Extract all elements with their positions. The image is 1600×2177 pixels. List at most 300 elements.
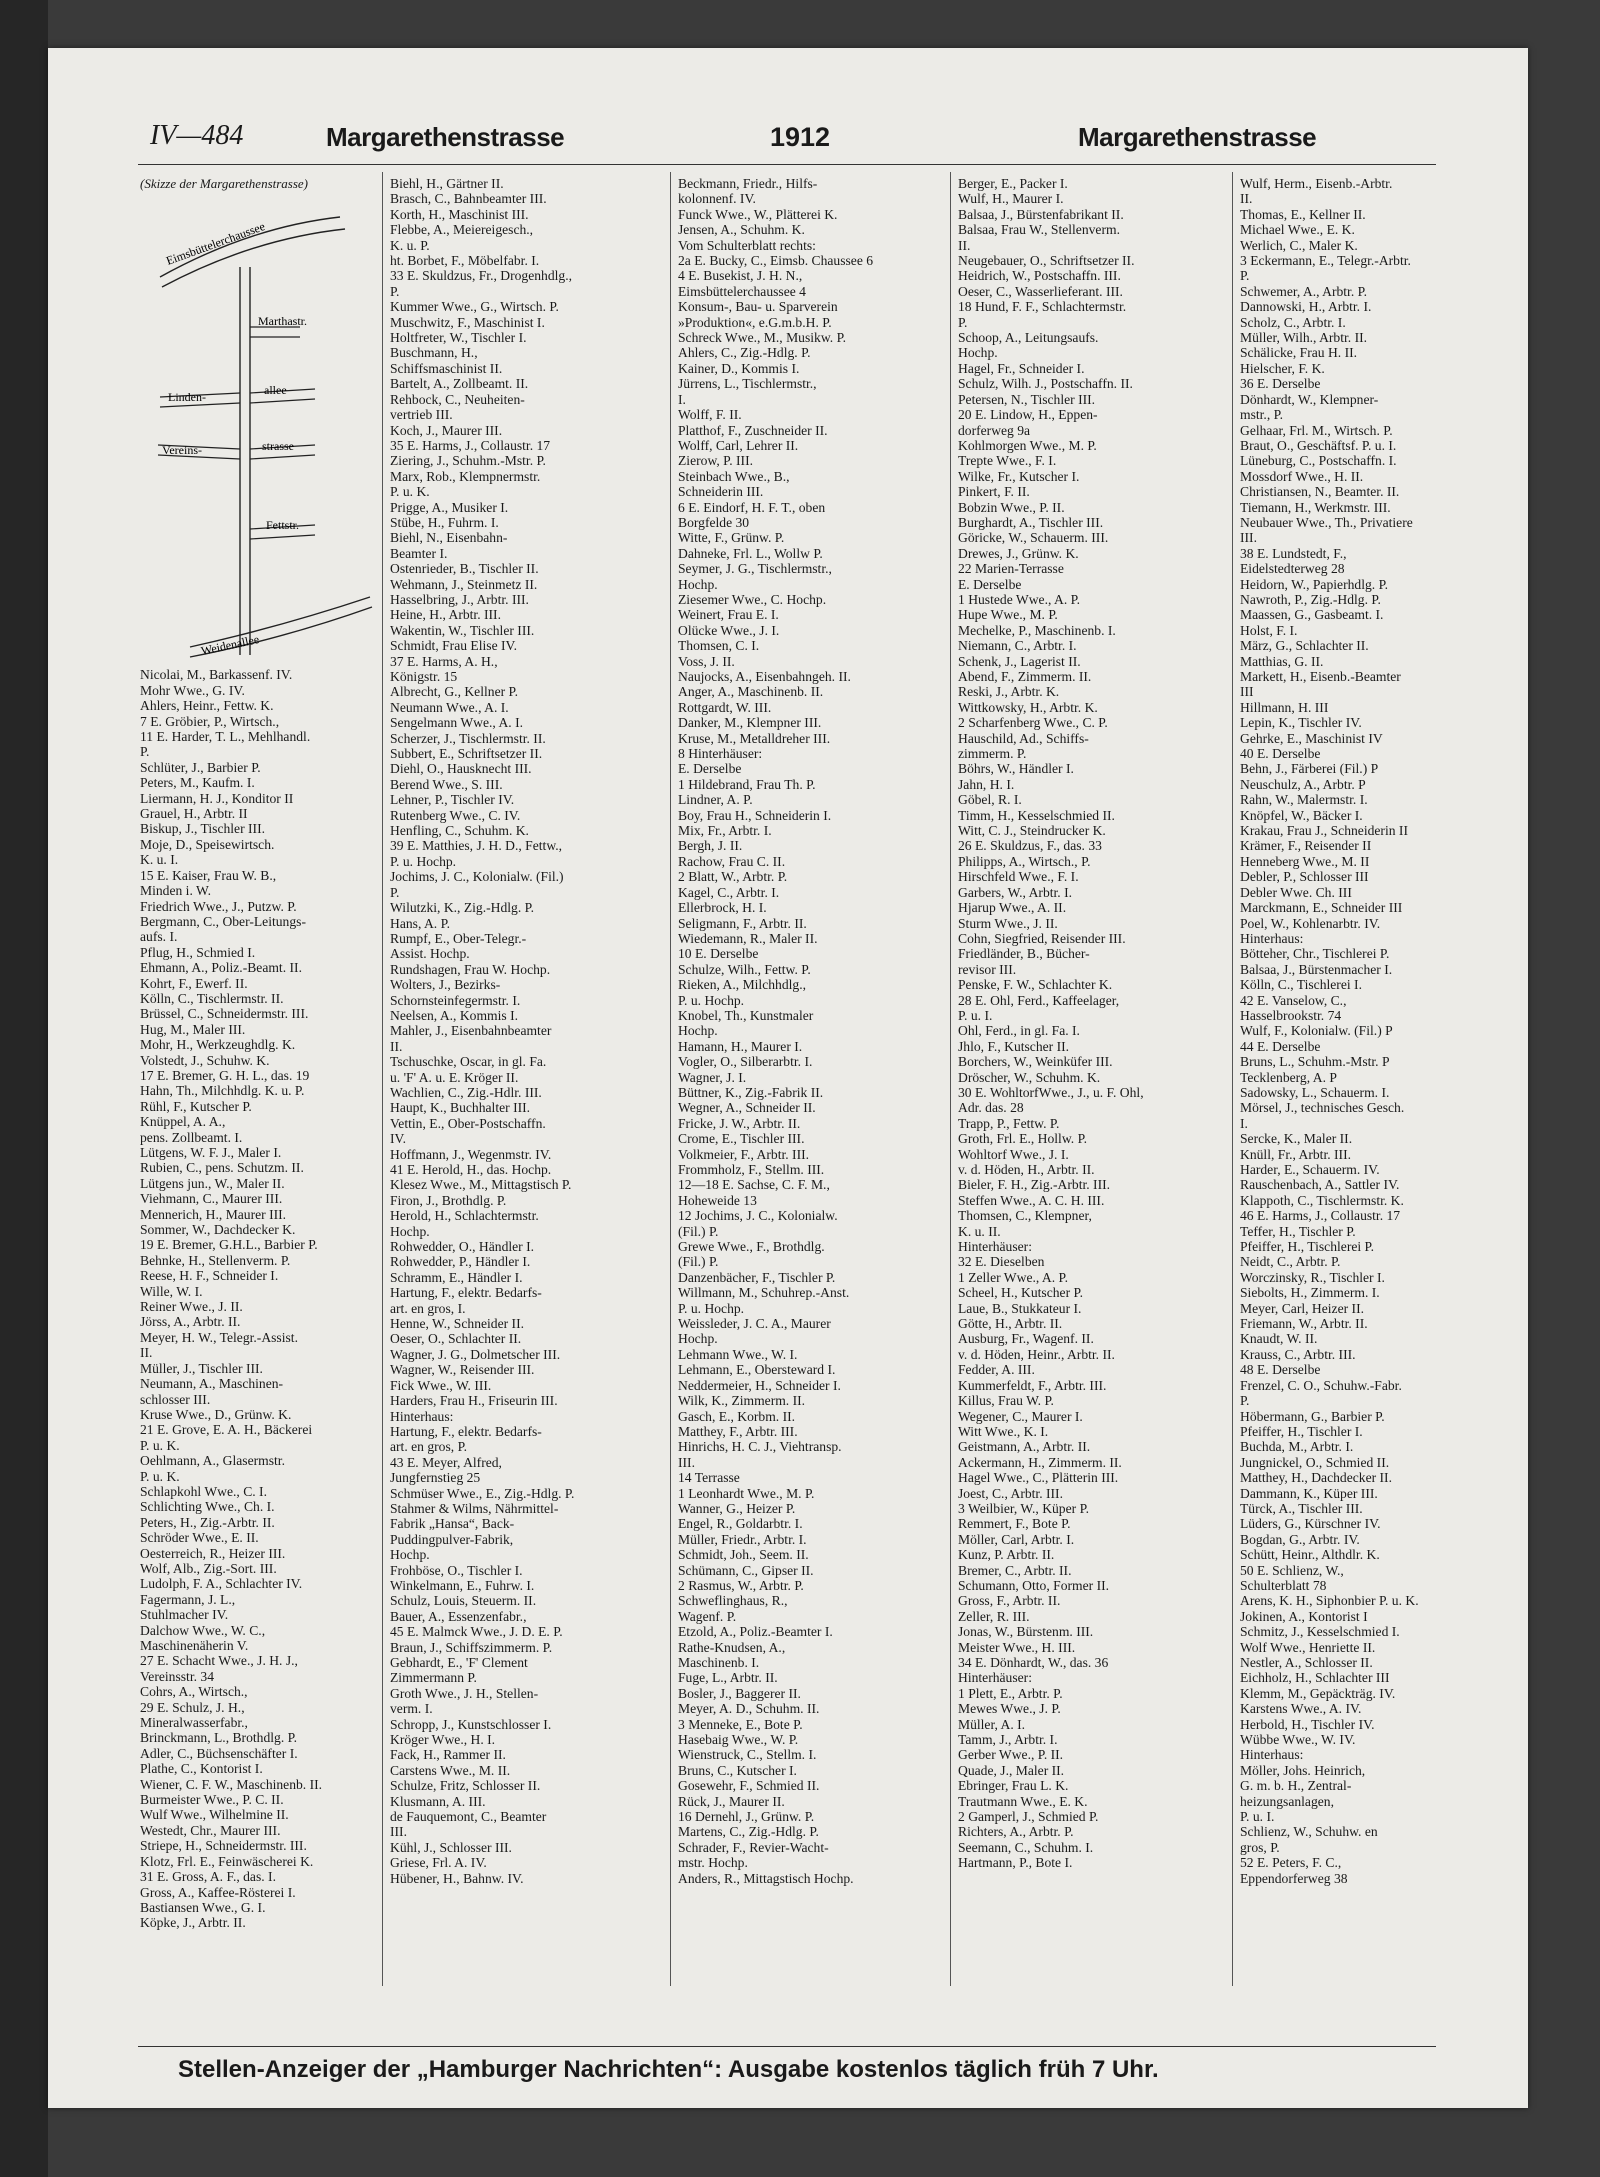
column-2-lines bbox=[390, 176, 666, 1886]
directory-entry: Debler, P., Schlosser III bbox=[1240, 869, 1369, 885]
directory-entry: Mechelke, P., Maschinenb. I. bbox=[958, 622, 1116, 638]
directory-entry: Hans, A. P. bbox=[390, 915, 451, 931]
directory-entry: Schmidt, Joh., Seem. II. bbox=[678, 1547, 809, 1563]
directory-entry: Borchers, W., Weinküfer III. bbox=[958, 1054, 1113, 1070]
directory-entry: Rundshagen, Frau W. Hochp. bbox=[390, 961, 551, 977]
directory-entry: Hochp. bbox=[678, 1023, 718, 1039]
directory-entry: Sadowsky, L., Schauerm. I. bbox=[1240, 1084, 1390, 1100]
directory-entry: Marx, Rob., Klempnermstr. bbox=[390, 468, 541, 484]
directory-entry: Grauel, H., Arbtr. II bbox=[140, 806, 248, 822]
directory-entry: Wolff, F. II. bbox=[678, 407, 742, 423]
directory-entry: Hoheweide 13 bbox=[678, 1192, 757, 1208]
directory-entry: Dammann, K., Küper III. bbox=[1240, 1485, 1378, 1501]
directory-entry: Willmann, M., Schuhrep.-Anst. bbox=[678, 1285, 850, 1301]
directory-entry: Griese, Frl. A. IV. bbox=[390, 1855, 487, 1871]
directory-entry: Jochims, J. C., Kolonialw. (Fil.) bbox=[390, 869, 564, 885]
directory-entry: Ahlers, Heinr., Fettw. K. bbox=[140, 698, 274, 714]
directory-entry: III. bbox=[1240, 530, 1257, 546]
directory-entry: Neidt, C., Arbtr. P. bbox=[1240, 1254, 1341, 1270]
directory-entry: Herbold, H., Tischler IV. bbox=[1240, 1716, 1375, 1732]
directory-entry: Meister Wwe., H. III. bbox=[958, 1639, 1076, 1655]
directory-entry: 14 Terrasse bbox=[678, 1470, 740, 1486]
directory-entry: Bergh, J. II. bbox=[678, 838, 743, 854]
directory-entry: Ziesemer Wwe., C. Hochp. bbox=[678, 591, 827, 607]
page-header bbox=[48, 120, 1528, 160]
directory-entry: Zeller, R. III. bbox=[958, 1608, 1030, 1624]
directory-entry: Eppendorferweg 38 bbox=[1240, 1870, 1348, 1886]
directory-entry: Krauss, C., Arbtr. III. bbox=[1240, 1346, 1356, 1362]
directory-entry: revisor III. bbox=[958, 961, 1017, 977]
directory-entry: Heidorn, W., Papierhdlg. P. bbox=[1240, 576, 1389, 592]
directory-entry: Trapp, P., Fettw. P. bbox=[958, 1115, 1060, 1131]
directory-entry: 2 Scharfenberg Wwe., C. P. bbox=[958, 715, 1108, 731]
directory-entry: Rohwedder, P., Händler I. bbox=[390, 1254, 531, 1270]
directory-entry: mstr. Hochp. bbox=[678, 1855, 748, 1871]
directory-entry: Fuge, L., Arbtr. II. bbox=[678, 1670, 778, 1686]
directory-entry: Klesez Wwe., M., Mittagstisch P. bbox=[390, 1177, 572, 1193]
header-rule bbox=[138, 164, 1436, 165]
column-5-lines bbox=[1240, 176, 1470, 1886]
directory-entry: Maassen, G., Gasbeamt. I. bbox=[1240, 607, 1384, 623]
directory-entry: aufs. I. bbox=[140, 929, 178, 945]
directory-entry: Neumann Wwe., A. I. bbox=[390, 699, 509, 715]
directory-entry: Müller, J., Tischler III. bbox=[140, 1360, 263, 1376]
directory-entry: Winkelmann, E., Fuhrw. I. bbox=[390, 1577, 535, 1593]
directory-entry: Korth, H., Maschinist III. bbox=[390, 206, 529, 222]
directory-entry: Wille, W. I. bbox=[140, 1283, 203, 1299]
directory-entry: Michael Wwe., E. K. bbox=[1240, 222, 1355, 238]
directory-entry: Weinert, Frau E. I. bbox=[678, 607, 779, 623]
directory-entry: Stuhlmacher IV. bbox=[140, 1607, 229, 1623]
directory-entry: Neumann, A., Maschinen- bbox=[140, 1376, 284, 1392]
directory-entry: Konsum-, Bau- u. Sparverein bbox=[678, 299, 838, 315]
directory-entry: Hug, M., Maler III. bbox=[140, 1021, 246, 1037]
directory-entry: Neuschulz, A., Arbtr. P bbox=[1240, 776, 1366, 792]
directory-entry: 7 E. Gröbier, P., Wirtsch., bbox=[140, 713, 280, 729]
directory-entry: Drewes, J., Grünw. K. bbox=[958, 545, 1079, 561]
directory-entry: Ellerbrock, H. I. bbox=[678, 900, 767, 916]
directory-entry: Tiemann, H., Werkmstr. III. bbox=[1240, 499, 1391, 515]
directory-entry: Wolf, Alb., Zig.-Sort. III. bbox=[140, 1560, 277, 1576]
directory-entry: Diehl, O., Hausknecht III. bbox=[390, 761, 532, 777]
directory-entry: Seymer, J. G., Tischlermstr., bbox=[678, 561, 832, 577]
directory-entry: Volstedt, J., Schuhw. K. bbox=[140, 1052, 270, 1068]
directory-entry: Wulf Wwe., Wilhelmine II. bbox=[140, 1807, 289, 1823]
directory-entry: Mossdorf Wwe., H. II. bbox=[1240, 468, 1364, 484]
directory-entry: gros, P. bbox=[1240, 1839, 1280, 1855]
directory-entry: Meyer, H. W., Telegr.-Assist. bbox=[140, 1329, 298, 1345]
directory-entry: Eidelstedterweg 28 bbox=[1240, 561, 1345, 577]
directory-entry: Subbert, E., Schriftsetzer II. bbox=[390, 746, 543, 762]
directory-entry: Wanner, G., Heizer P. bbox=[678, 1500, 796, 1516]
directory-entry: Oeser, O., Schlachter II. bbox=[390, 1331, 522, 1347]
directory-entry: Bergmann, C., Ober-Leitungs- bbox=[140, 913, 306, 929]
directory-entry: Schrader, F., Revier-Wacht- bbox=[678, 1839, 829, 1855]
directory-entry: Laue, B., Stukkateur I. bbox=[958, 1300, 1082, 1316]
directory-entry: 12 Jochims, J. C., Kolonialw. bbox=[678, 1208, 838, 1224]
directory-entry: Hochp. bbox=[390, 1547, 430, 1563]
directory-entry: Volkmeier, F., Arbtr. III. bbox=[678, 1146, 810, 1162]
directory-entry: März, G., Schlachter II. bbox=[1240, 638, 1369, 654]
directory-entry: Schröder Wwe., E. II. bbox=[140, 1530, 259, 1546]
label-weidenallee: Weidenallee bbox=[199, 632, 261, 659]
directory-entry: Jungnickel, O., Schmied II. bbox=[1240, 1454, 1390, 1470]
directory-entry: Wulf, F., Kolonialw. (Fil.) P bbox=[1240, 1023, 1393, 1039]
directory-entry: Adr. das. 28 bbox=[958, 1100, 1024, 1116]
directory-entry: Boy, Frau H., Schneiderin I. bbox=[678, 807, 832, 823]
directory-entry: Wolters, J., Bezirks- bbox=[390, 977, 501, 993]
directory-entry: Heidrich, W., Postschaffn. III. bbox=[958, 268, 1121, 284]
directory-entry: Schlüter, J., Barbier P. bbox=[140, 759, 261, 775]
directory-entry: Thomsen, C. I. bbox=[678, 638, 760, 654]
directory-entry: Penske, F. W., Schlachter K. bbox=[958, 977, 1113, 993]
page-number: IV—484 bbox=[150, 120, 244, 151]
directory-entry: Vom Schulterblatt rechts: bbox=[678, 237, 816, 253]
directory-entry: ht. Borbet, F., Möbelfabr. I. bbox=[390, 253, 540, 269]
label-marthastr: Marthastr. bbox=[258, 314, 307, 329]
directory-entry: Sturm Wwe., J. II. bbox=[958, 915, 1058, 931]
directory-entry: 32 E. Dieselben bbox=[958, 1254, 1045, 1270]
directory-entry: Stahmer & Wilms, Nährmittel- bbox=[390, 1500, 559, 1516]
directory-entry: Herold, H., Schlachtermstr. bbox=[390, 1208, 539, 1224]
directory-entry: Joest, C., Arbtr. III. bbox=[958, 1485, 1063, 1501]
directory-entry: Klemm, M., Gepäckträg. IV. bbox=[1240, 1685, 1396, 1701]
directory-entry: 10 E. Derselbe bbox=[678, 946, 759, 962]
directory-entry: Kruse Wwe., D., Grünw. K. bbox=[140, 1406, 292, 1422]
directory-entry: Maschinenb. I. bbox=[678, 1655, 760, 1670]
directory-entry: Behn, J., Färberei (Fil.) P bbox=[1240, 761, 1379, 777]
directory-entry: Ludolph, F. A., Schlachter IV. bbox=[140, 1576, 303, 1592]
directory-entry: 1 Hustede Wwe., A. P. bbox=[958, 591, 1081, 607]
directory-entry: Arens, K. H., Siphonbier P. u. K. bbox=[1240, 1593, 1419, 1609]
directory-entry: Remmert, F., Bote P. bbox=[958, 1516, 1071, 1532]
directory-entry: II. bbox=[1240, 191, 1253, 207]
directory-entry: Burghardt, A., Tischler III. bbox=[958, 514, 1104, 530]
directory-entry: Schütt, Heinr., Althdlr. K. bbox=[1240, 1547, 1380, 1563]
directory-entry: Frenzel, C. O., Schuhw.-Fabr. bbox=[1240, 1377, 1402, 1393]
directory-entry: Böhrs, W., Händler I. bbox=[958, 761, 1074, 777]
directory-entry: Henneberg Wwe., M. II bbox=[1240, 853, 1370, 869]
directory-entry: Götte, H., Arbtr. II. bbox=[958, 1316, 1063, 1332]
directory-entry: Anger, A., Maschinenb. II. bbox=[678, 684, 824, 700]
directory-entry: Mohr, H., Werkzeughdlg. K. bbox=[140, 1037, 296, 1053]
directory-entry: Puddingpulver-Fabrik, bbox=[390, 1531, 514, 1547]
column-divider bbox=[670, 172, 671, 1986]
directory-entry: Knüppel, A. A., bbox=[140, 1114, 226, 1130]
label-fettstr: Fettstr. bbox=[266, 518, 300, 533]
directory-entry: Hinterhaus: bbox=[1240, 1747, 1304, 1763]
directory-entry: Rathe-Knudsen, A., bbox=[678, 1639, 786, 1655]
column-1-lines bbox=[140, 667, 378, 1930]
directory-entry: Nicolai, M., Barkassenf. IV. bbox=[140, 667, 293, 683]
directory-entry: Tschuschke, Oscar, in gl. Fa. bbox=[390, 1054, 547, 1070]
directory-entry: Seemann, C., Schuhm. I. bbox=[958, 1839, 1094, 1855]
directory-entry: Henfling, C., Schuhm. K. bbox=[390, 823, 529, 839]
directory-entry: I. bbox=[678, 391, 686, 407]
directory-entry: Schoop, A., Leitungsaufs. bbox=[958, 330, 1099, 346]
directory-entry: Henne, W., Schneider II. bbox=[390, 1316, 525, 1332]
directory-entry: Heine, H., Arbtr. III. bbox=[390, 607, 501, 623]
directory-entry: 3 Weilbier, W., Küper P. bbox=[958, 1500, 1090, 1516]
directory-entry: Danker, M., Klempner III. bbox=[678, 715, 822, 731]
directory-entry: G. m. b. H., Zentral- bbox=[1240, 1778, 1352, 1794]
directory-entry: P. u. K. bbox=[140, 1437, 180, 1453]
directory-entry: Kummer Wwe., G., Wirtsch. P. bbox=[390, 299, 559, 315]
directory-entry: Lüders, G., Kürschner IV. bbox=[1240, 1516, 1381, 1532]
directory-entry: Hahn, Th., Milchhdlg. K. u. P. bbox=[140, 1083, 305, 1099]
directory-entry: Kagel, C., Arbtr. I. bbox=[678, 884, 780, 900]
directory-entry: Jürrens, L., Tischlermstr., bbox=[678, 376, 817, 392]
directory-entry: Müller, Friedr., Arbtr. I. bbox=[678, 1531, 807, 1547]
directory-entry: Abend, F., Zimmerm. II. bbox=[958, 669, 1092, 684]
directory-entry: P. u. I. bbox=[1240, 1809, 1275, 1825]
directory-entry: 41 E. Herold, H., das. Hochp. bbox=[390, 1162, 552, 1177]
directory-entry: Scheel, H., Kutscher P. bbox=[958, 1285, 1083, 1301]
directory-entry: Pfeiffer, H., Tischlerei P. bbox=[1240, 1239, 1375, 1255]
directory-entry: art. en gros, P. bbox=[390, 1439, 468, 1455]
directory-entry: Schumann, Otto, Former II. bbox=[958, 1577, 1110, 1593]
directory-entry: Wiedemann, R., Maler II. bbox=[678, 930, 818, 946]
directory-entry: Westedt, Chr., Maurer III. bbox=[140, 1822, 281, 1838]
directory-entry: Vettin, E., Ober-Postschaffn. bbox=[390, 1115, 546, 1131]
directory-entry: u. 'F' A. u. E. Kröger II. bbox=[390, 1069, 519, 1085]
directory-entry: Rühl, F., Kutscher P. bbox=[140, 1098, 252, 1114]
directory-entry: Balsaa, J., Bürstenfabrikant II. bbox=[958, 206, 1124, 222]
directory-entry: Killus, Frau W. P. bbox=[958, 1393, 1054, 1409]
directory-entry: Hamann, H., Maurer I. bbox=[678, 1038, 803, 1054]
directory-entry: Hochp. bbox=[390, 1223, 430, 1239]
directory-entry: Oesterreich, R., Heizer III. bbox=[140, 1545, 286, 1561]
directory-entry: Meyer, A. D., Schuhm. II. bbox=[678, 1701, 820, 1717]
directory-entry: Matthey, F., Arbtr. III. bbox=[678, 1423, 798, 1439]
directory-entry: Beamter I. bbox=[390, 545, 448, 561]
directory-entry: art. en gros, I. bbox=[390, 1300, 466, 1316]
directory-entry: 50 E. Schlienz, W., bbox=[1240, 1562, 1344, 1578]
street-sketch-map bbox=[140, 197, 378, 667]
directory-entry: Reese, H. F., Schneider I. bbox=[140, 1268, 279, 1284]
directory-entry: Knobel, Th., Kunstmaler bbox=[678, 1007, 814, 1023]
directory-entry: Lepin, K., Tischler IV. bbox=[1240, 715, 1362, 731]
directory-entry: Jokinen, A., Kontorist I bbox=[1240, 1608, 1368, 1624]
directory-entry: heizungsanlagen, bbox=[1240, 1793, 1334, 1809]
directory-entry: Peters, M., Kaufm. I. bbox=[140, 775, 255, 791]
directory-entry: P. bbox=[1240, 268, 1250, 284]
directory-entry: Carstens Wwe., M. II. bbox=[390, 1762, 511, 1778]
directory-entry: Dönhardt, W., Klempner- bbox=[1240, 391, 1379, 407]
directory-entry: mstr., P. bbox=[1240, 407, 1284, 423]
directory-entry: Gasch, E., Korbm. II. bbox=[678, 1408, 796, 1424]
directory-entry: Rohwedder, O., Händler I. bbox=[390, 1239, 535, 1255]
directory-entry: Kummerfeldt, F., Arbtr. III. bbox=[958, 1377, 1107, 1393]
directory-entry: P. bbox=[958, 314, 968, 330]
directory-entry: Anders, R., Mittagstisch Hochp. bbox=[678, 1870, 854, 1886]
directory-entry: Maschinenäherin V. bbox=[140, 1638, 249, 1653]
directory-entry: Weissleder, J. C. A., Maurer bbox=[678, 1316, 831, 1332]
label-allee: allee bbox=[264, 383, 287, 398]
directory-entry: IV. bbox=[390, 1131, 406, 1147]
directory-entry: P. u. K. bbox=[390, 484, 430, 500]
directory-entry: Mahler, J., Eisenbahnbeamter bbox=[390, 1023, 552, 1039]
directory-entry: dorferweg 9a bbox=[958, 422, 1031, 438]
directory-entry: P. u. K. bbox=[140, 1468, 180, 1484]
directory-entry: P. u. Hochp. bbox=[390, 853, 457, 869]
directory-entry: Lütgens, W. F. J., Maler I. bbox=[140, 1145, 282, 1160]
street-title-right: Margarethenstrasse bbox=[1078, 122, 1317, 152]
directory-entry: 30 E. WohltorfWwe., J., u. F. Ohl, bbox=[958, 1084, 1144, 1100]
directory-entry: Thomsen, C., Klempner, bbox=[958, 1208, 1092, 1224]
directory-entry: Bruns, L., Schuhm.-Mstr. P bbox=[1240, 1054, 1390, 1070]
directory-entry: Schreck Wwe., M., Musikw. P. bbox=[678, 330, 847, 346]
directory-entry: Debler Wwe. Ch. III bbox=[1240, 884, 1352, 900]
directory-entry: Hartmann, P., Bote I. bbox=[958, 1855, 1073, 1871]
directory-entry: Berend Wwe., S. III. bbox=[390, 776, 503, 792]
directory-entry: Harders, Frau H., Friseurin III. bbox=[390, 1393, 558, 1409]
directory-entry: Zimmermann P. bbox=[390, 1670, 477, 1686]
directory-entry: 12—18 E. Sachse, C. F. M., bbox=[678, 1177, 830, 1193]
directory-entry: Wolf Wwe., Henriette II. bbox=[1240, 1639, 1376, 1655]
directory-entry: Karstens Wwe., A. IV. bbox=[1240, 1701, 1362, 1717]
directory-entry: Hoffmann, J., Wegenmstr. IV. bbox=[390, 1146, 552, 1162]
directory-entry: Hinterhaus: bbox=[390, 1408, 454, 1424]
directory-entry: Quade, J., Maler II. bbox=[958, 1762, 1065, 1778]
scan-background bbox=[0, 0, 48, 2177]
directory-entry: Moje, D., Speisewirtsch. bbox=[140, 836, 275, 852]
directory-entry: Göricke, W., Schauerm. III. bbox=[958, 530, 1109, 546]
directory-entry: Petersen, N., Tischler III. bbox=[958, 391, 1096, 407]
directory-entry: verm. I. bbox=[390, 1701, 433, 1717]
directory-entry: Olücke Wwe., J. I. bbox=[678, 622, 780, 638]
directory-entry: Fagermann, J. L., bbox=[140, 1591, 236, 1607]
directory-entry: Lüneburg, C., Postschaffn. I. bbox=[1240, 453, 1397, 469]
directory-entry: Wilk, K., Zimmerm. II. bbox=[678, 1393, 806, 1409]
directory-entry: Stübe, H., Fuhrm. I. bbox=[390, 514, 499, 530]
directory-entry: P. bbox=[140, 744, 150, 760]
directory-entry: Crome, E., Tischler III. bbox=[678, 1131, 805, 1147]
directory-entry: Niemann, C., Arbtr. I. bbox=[958, 638, 1077, 654]
directory-entry: P. u. I. bbox=[958, 1007, 993, 1023]
directory-entry: 1 Plett, E., Arbtr. P. bbox=[958, 1685, 1063, 1701]
directory-entry: Peters, H., Zig.-Arbtr. II. bbox=[140, 1514, 275, 1530]
directory-entry: Gehrke, E., Maschinist IV bbox=[1240, 730, 1383, 746]
directory-entry: Bastiansen Wwe., G. I. bbox=[140, 1899, 266, 1915]
directory-entry: 46 E. Harms, J., Collaustr. 17 bbox=[1240, 1208, 1401, 1224]
directory-entry: Wagner, J. I. bbox=[678, 1069, 747, 1085]
directory-entry: Göbel, R. I. bbox=[958, 792, 1022, 808]
directory-entry: Haupt, K., Buchhalter III. bbox=[390, 1100, 531, 1116]
directory-entry: Tamm, J., Arbtr. I. bbox=[958, 1732, 1058, 1748]
column-divider bbox=[1232, 172, 1233, 1986]
directory-entry: Kühl, J., Schlosser III. bbox=[390, 1839, 512, 1855]
directory-entry: Pflug, H., Schmied I. bbox=[140, 944, 256, 960]
directory-entry: Neugebauer, O., Schriftsetzer II. bbox=[958, 253, 1135, 269]
directory-entry: Scherzer, J., Tischlermstr. II. bbox=[390, 730, 546, 746]
directory-entry: Hartung, F., elektr. Bedarfs- bbox=[390, 1285, 542, 1301]
directory-entry: Teffer, H., Tischler P. bbox=[1240, 1223, 1356, 1239]
directory-entry: Wehmann, J., Steinmetz II. bbox=[390, 576, 538, 592]
directory-entry: Rachow, Frau C. II. bbox=[678, 853, 786, 869]
directory-entry: Wegner, A., Schneider II. bbox=[678, 1100, 816, 1116]
directory-entry: Schwemer, A., Arbtr. P. bbox=[1240, 283, 1368, 299]
directory-entry: Eichholz, H., Schlachter III bbox=[1240, 1670, 1390, 1686]
directory-entry: E. Derselbe bbox=[958, 576, 1022, 592]
directory-entry: Mineralwasserfabr., bbox=[140, 1715, 248, 1731]
directory-entry: Worczinsky, R., Tischler I. bbox=[1240, 1269, 1385, 1285]
directory-entry: Vogler, O., Silberarbtr. I. bbox=[678, 1054, 813, 1070]
directory-entry: Buchda, M., Arbtr. I. bbox=[1240, 1439, 1354, 1455]
directory-entry: Hochp. bbox=[958, 345, 998, 361]
directory-entry: Gebhardt, E., 'F' Clement bbox=[390, 1655, 528, 1670]
directory-entry: Nawroth, P., Zig.-Hdlg. P. bbox=[1240, 591, 1381, 607]
directory-entry: Etzold, A., Poliz.-Beamter I. bbox=[678, 1624, 833, 1640]
directory-entry: Friedrich Wwe., J., Putzw. P. bbox=[140, 898, 297, 914]
directory-entry: Lehmann, E., Obersteward I. bbox=[678, 1362, 836, 1378]
directory-entry: Plathe, C., Kontorist I. bbox=[140, 1761, 263, 1777]
directory-entry: Bruns, C., Kutscher I. bbox=[678, 1762, 797, 1778]
directory-entry: Bremer, C., Arbtr. II. bbox=[958, 1562, 1072, 1578]
directory-entry: Jensen, A., Schuhm. K. bbox=[678, 222, 805, 238]
directory-entry: Pinkert, F. II. bbox=[958, 484, 1030, 500]
directory-page bbox=[48, 48, 1528, 2108]
directory-entry: Timm, H., Kesselschmied II. bbox=[958, 807, 1115, 823]
directory-entry: Rahn, W., Malermstr. I. bbox=[1240, 792, 1368, 808]
label-strasse: strasse bbox=[262, 439, 294, 454]
directory-entry: Matthey, H., Dachdecker II. bbox=[1240, 1470, 1392, 1486]
directory-entry: 2 Blatt, W., Arbtr. P. bbox=[678, 869, 788, 885]
directory-entry: Wulf, H., Maurer I. bbox=[958, 191, 1064, 207]
directory-entry: 26 E. Skuldzus, F., das. 33 bbox=[958, 838, 1102, 854]
directory-entry: Muschwitz, F., Maschinist I. bbox=[390, 314, 545, 330]
directory-column-5 bbox=[1240, 176, 1470, 1986]
directory-entry: Mix, Fr., Arbtr. I. bbox=[678, 823, 772, 839]
directory-entry: Bogdan, G., Arbtr. IV. bbox=[1240, 1531, 1360, 1547]
directory-entry: Ahlers, C., Zig.-Hdlg. P. bbox=[678, 345, 811, 361]
directory-entry: 2a E. Bucky, C., Eimsb. Chaussee 6 bbox=[678, 253, 874, 269]
street-title-left: Margarethenstrasse bbox=[326, 122, 565, 152]
directory-entry: Wienstruck, C., Stellm. I. bbox=[678, 1747, 817, 1763]
directory-entry: Schramm, E., Händler I. bbox=[390, 1269, 523, 1285]
directory-entry: Prigge, A., Musiker I. bbox=[390, 499, 509, 515]
directory-entry: Friemann, W., Arbtr. II. bbox=[1240, 1316, 1368, 1332]
directory-entry: Möller, Johs. Heinrich, bbox=[1240, 1762, 1366, 1778]
directory-entry: Hasebaig Wwe., W. P. bbox=[678, 1732, 799, 1748]
directory-column-2 bbox=[390, 176, 666, 1986]
directory-entry: Beckmann, Friedr., Hilfs- bbox=[678, 176, 818, 191]
directory-entry: Wagenf. P. bbox=[678, 1608, 737, 1624]
directory-entry: I. bbox=[1240, 1115, 1248, 1131]
directory-entry: Dalchow Wwe., W. C., bbox=[140, 1622, 266, 1638]
directory-entry: K. u. P. bbox=[390, 237, 430, 253]
directory-entry: Jahn, H. I. bbox=[958, 776, 1015, 792]
directory-entry: 2 Rasmus, W., Arbtr. P. bbox=[678, 1577, 804, 1593]
directory-entry: Hillmann, H. III bbox=[1240, 699, 1329, 715]
directory-entry: Kohrt, F., Ewerf. II. bbox=[140, 975, 248, 991]
directory-entry: Wiener, C. F. W., Maschinenb. II. bbox=[140, 1776, 323, 1792]
directory-entry: K. u. I. bbox=[140, 852, 179, 868]
directory-entry: Hinterhäuser: bbox=[958, 1670, 1032, 1686]
directory-entry: Platthof, F., Zuschneider II. bbox=[678, 422, 828, 438]
directory-entry: Siebolts, H., Zimmerm. I. bbox=[1240, 1285, 1380, 1301]
directory-entry: Gelhaar, Frl. M., Wirtsch. P. bbox=[1240, 422, 1393, 438]
directory-entry: Frommholz, F., Stellm. III. bbox=[678, 1162, 825, 1177]
directory-entry: Ebringer, Frau L. K. bbox=[958, 1778, 1069, 1794]
directory-entry: Balsaa, Frau W., Stellenverm. bbox=[958, 222, 1120, 238]
directory-entry: Schulterblatt 78 bbox=[1240, 1577, 1327, 1593]
directory-entry: Braun, J., Schiffszimmerm. P. bbox=[390, 1639, 553, 1655]
directory-entry: Fricke, J. W., Arbtr. II. bbox=[678, 1115, 801, 1131]
directory-entry: Schümann, C., Gipser II. bbox=[678, 1562, 814, 1578]
directory-entry: 1 Hildebrand, Frau Th. P. bbox=[678, 776, 816, 792]
directory-entry: Knüll, Fr., Arbtr. III. bbox=[1240, 1146, 1352, 1162]
